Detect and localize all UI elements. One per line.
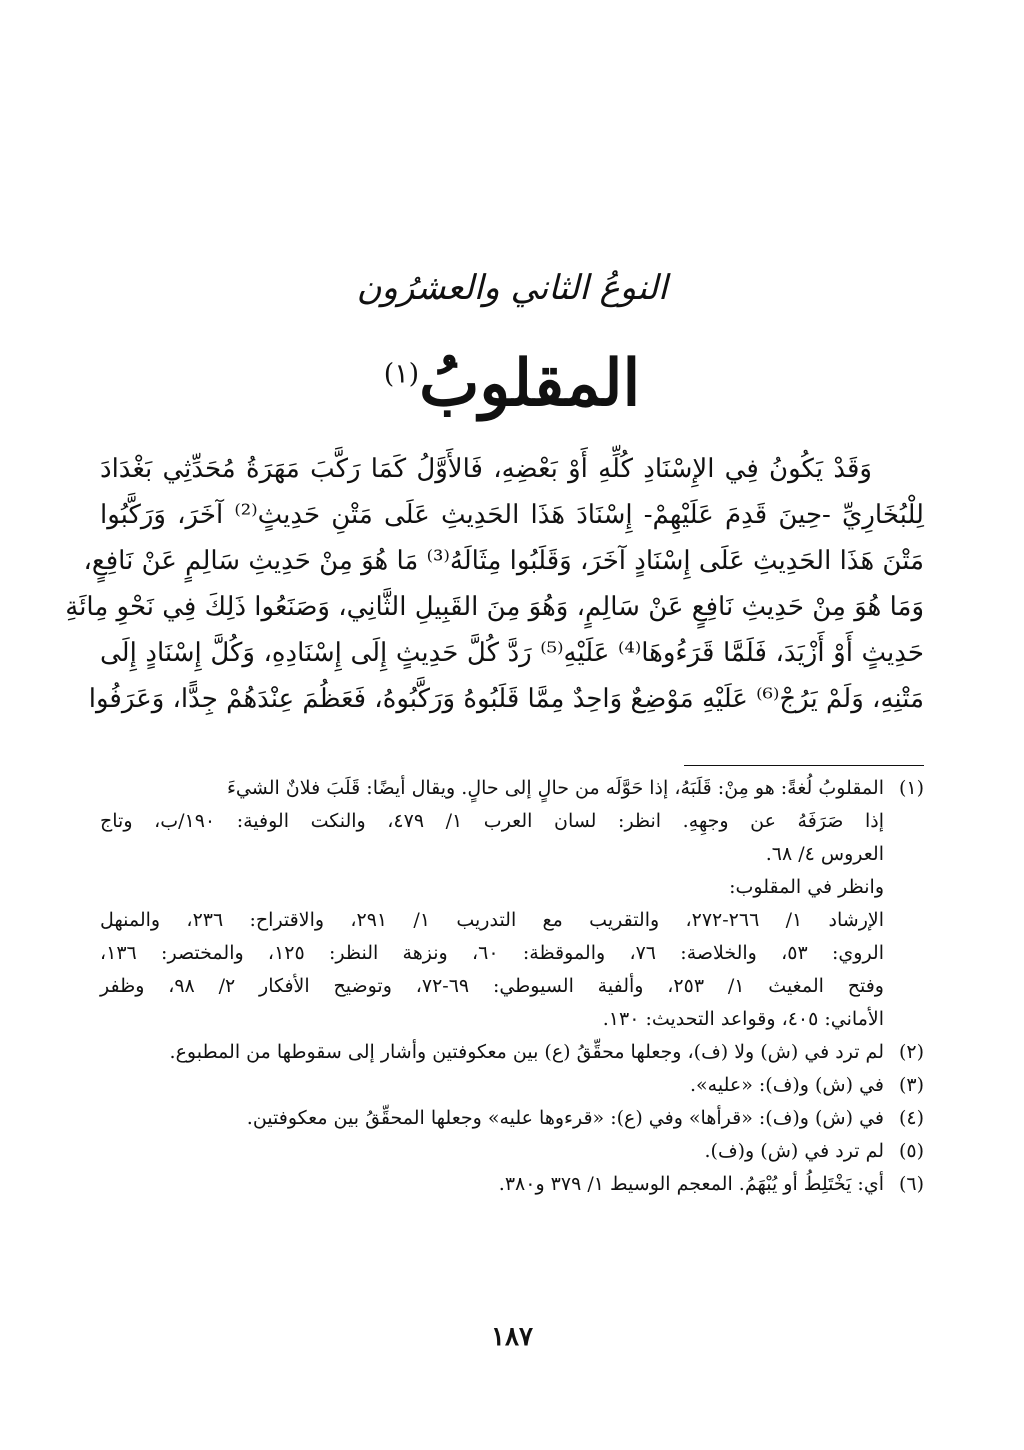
chapter-title <box>100 346 924 421</box>
footnote-number: (٤) <box>898 1107 924 1129</box>
footnote-number: (٢) <box>898 1041 924 1063</box>
footnote-1 <box>100 772 924 1036</box>
page-number: ١٨٧ <box>491 1322 533 1352</box>
title-footnote-ref[interactable]: (١) <box>383 358 420 390</box>
footnote-number: (١) <box>898 777 924 799</box>
footnote-3 <box>100 1069 924 1102</box>
footnote-line: لم ترد في (ش) و(ف). <box>704 1140 884 1162</box>
footnotes <box>100 772 924 1201</box>
footnote-line: أي: يَخْتَلِطُ أو يُبْهَمُ. المعجم الوسيط ١/ ٣٧٩ و٣٨٠. <box>498 1173 884 1195</box>
text-line: وَقَدْ يَكُونُ فِي الإِسْنَادِ كُلِّهِ أَوْ بَعْضِهِ، فَالأَوَّلُ كَمَا رَكَّبَ مَهَرَةُ مُحَدِّثِي بَغْدَادَ <box>100 454 872 484</box>
footnote-line: الإرشاد ١/ ٢٦٦-٢٧٢، والتقريب مع التدريب ١/ ٢٩١، والاقتراح: ٢٣٦، والمنهل <box>100 909 885 931</box>
footnote-line: إذا صَرَفَهُ عن وجهِهِ. انظر: لسان العرب ١/ ٤٧٩، والنكت الوفية: ١٩٠/ب، وتاج <box>100 810 884 832</box>
main-text <box>65 446 925 722</box>
footnote-4 <box>100 1102 924 1135</box>
footnote-line: وفتح المغيث ١/ ٢٥٣، وألفية السيوطي: ٦٩-٧٢، وتوضيح الأفكار ٢/ ٩٨، وظفر <box>100 975 884 997</box>
footnote-divider <box>684 765 924 766</box>
text-line: مَتْنِهِ، وَلَمْ يَرُجْ⁽⁶⁾ عَلَيْهِ مَوْضِعٌ وَاحِدٌ مِمَّا قَلَبُوهُ وَرَكَّبُوهُ، فَعَظُمَ عِنْدَهُمْ جِدًّا، وَعَرَفُوا <box>88 684 924 714</box>
text-line: حَدِيثٍ أَوْ أَزْيَدَ، فَلَمَّا قَرَءُوهَا⁽⁴⁾ عَلَيْهِ⁽⁵⁾ رَدَّ كُلَّ حَدِيثٍ إِلَى إِسْنَادِهِ، وَكُلَّ إِسْنَادٍ إِلَى <box>100 638 925 668</box>
footnote-number: (٦) <box>898 1173 924 1195</box>
footnote-2 <box>100 1036 924 1069</box>
chapter-title-text: المقلوبُ <box>419 346 641 421</box>
footnote-number: (٣) <box>898 1074 924 1096</box>
footnote-line: وانظر في المقلوب: <box>729 876 884 898</box>
footnote-6 <box>100 1168 924 1201</box>
footnote-line: العروس ٤/ ٦٨. <box>765 843 884 865</box>
footnote-line: في (ش) و(ف): «عليه». <box>690 1074 884 1096</box>
text-line: وَمَا هُوَ مِنْ حَدِيثِ نَافِعٍ عَنْ سَالِمٍ، وَهُوَ مِنَ القَبِيلِ الثَّانِي، وَصَنَعُوا ذَلِكَ فِي نَحْوِ مِائَةِ <box>65 592 924 622</box>
footnote-line: المقلوبُ لُغةً: هو مِنْ: قَلَبَهُ، إذا حَوَّلَه من حالٍ إلى حالٍ. ويقال أيضًا: قَلَبَ فلانٌ الشيءَ <box>226 777 884 799</box>
footnote-5 <box>100 1135 924 1168</box>
text-line: مَتْنَ هَذَا الحَدِيثِ عَلَى إِسْنَادٍ آخَرَ، وَقَلَبُوا مِثَالَهُ⁽³⁾ مَا هُوَ مِنْ حَدِيثِ سَالِمٍ عَنْ نَافِعٍ، <box>83 546 924 576</box>
footnote-line: الأماني: ٤٠٥، وقواعد التحديث: ١٣٠. <box>602 1008 884 1030</box>
footnote-number: (٥) <box>898 1140 924 1162</box>
footnote-line: الروي: ٥٣، والخلاصة: ٧٦، والموقظة: ٦٠، ونزهة النظر: ١٢٥، والمختصر: ١٣٦، <box>100 942 884 964</box>
footnote-line: لم ترد في (ش) ولا (ف)، وجعلها محقِّقُ (ع) بين معكوفتين وأشار إلى سقوطها من المطبوع. <box>169 1041 884 1063</box>
footnote-line: في (ش) و(ف): «قرأها» وفي (ع): «قرءوها عليه» وجعلها المحقِّقُ بين معكوفتين. <box>246 1107 884 1129</box>
text-line: لِلْبُخَارِيِّ -حِينَ قَدِمَ عَلَيْهِمْ- إِسْنَادَ هَذَا الحَدِيثِ عَلَى مَتْنِ حَدِيثٍ⁽²⁾ آخَرَ، وَرَكَّبُوا <box>100 500 924 530</box>
chapter-kicker: النوعُ الثاني والعشرُون <box>356 268 668 308</box>
